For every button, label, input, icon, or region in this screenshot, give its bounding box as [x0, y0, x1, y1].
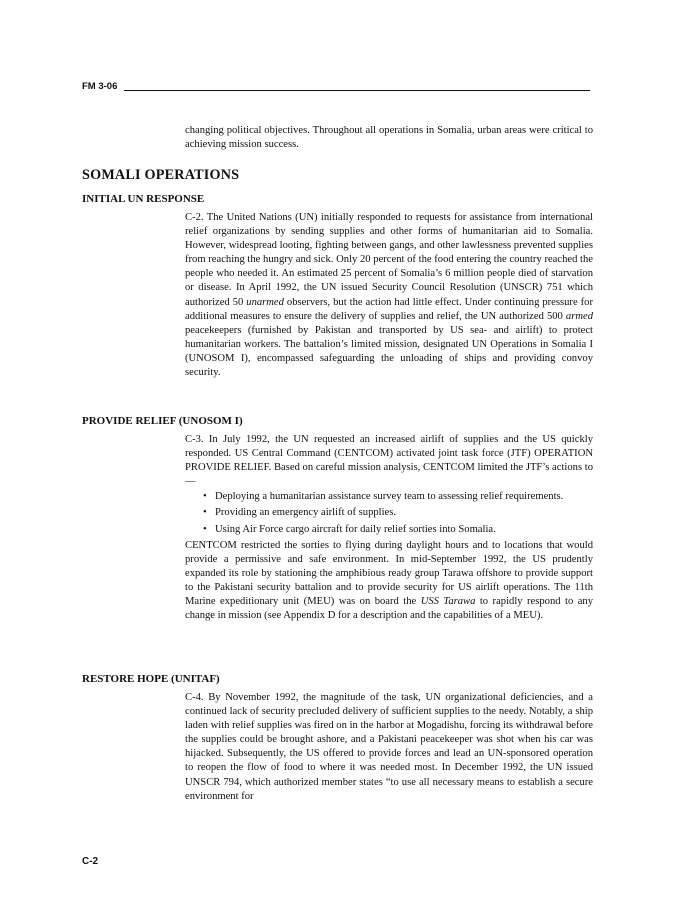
c2-emphasis-unarmed: unarmed: [246, 296, 284, 308]
bullet-item: • Providing an emergency airlift of supplies.: [215, 506, 593, 520]
section-title: SOMALI OPERATIONS: [82, 167, 240, 183]
continuation-text: changing political objectives. Throughout all operations in Somalia, urban areas were critical to achieving mission success.: [185, 125, 593, 151]
continuation-paragraph: [185, 124, 593, 152]
c3-bullet-list: [185, 490, 593, 536]
c2-text-a: C-2. The United Nations (UN) initially responded to requests for assistance from international relief organizations by sending supplies and other forms of humanitarian aid to Somalia. However, widespread looting, fighting between gangs, and other lawlessness prevented supplies from reaching the hungry and sick. Only 20 percent of the food entering the country reached the people who needed it. An estimated 25 percent of Somalia’s 6 million people died of starvation or disease. In April 1992, the UN issued Security Council Resolution (UNSCR) 751 which authorized 50: [185, 212, 593, 308]
c3-text: C-3. In July 1992, the UN requested an increased airlift of supplies and the US quickly responded. US Central Command (CENTCOM) activated joint task force (JTF) OPERATION PROVIDE RELIEF. Based on careful mission analysis, CENTCOM limited the JTF’s actions to—: [185, 434, 593, 488]
c3-text-2b: to rapidly respond to any change in mission (see Appendix D for a description and the capabilities of a MEU).: [185, 596, 594, 622]
c3-emphasis-uss-tarawa: USS Tarawa: [420, 596, 476, 608]
c2-text-c: peacekeepers (furnished by Pakistan and transported by US sea- and airlift) to protect humanitarian workers. The battalion’s limited mission, designated UN Operations in Somalia I (UNOSOM I), encompassed safeguarding the unloading of ships and providing convoy security.: [185, 324, 593, 379]
subsection-title-provide-relief: PROVIDE RELIEF (UNOSOM I): [82, 415, 243, 427]
paragraph-c4: [185, 691, 593, 804]
bullet-item: • Using Air Force cargo aircraft for daily relief sorties into Somalia.: [215, 523, 593, 537]
bullet-item: • Deploying a humanitarian assistance survey team to assessing relief requirements.: [215, 490, 593, 504]
running-header: [82, 81, 590, 95]
subsection-title-initial-un-response: INITIAL UN RESPONSE: [82, 193, 205, 205]
paragraph-c3: [185, 433, 593, 623]
c2-text-b: observers, but the action had little effect. Under continuing pressure for additional measures to ensure the delivery of supplies and relief, the UN authorized 500: [185, 296, 593, 322]
page-number: C-2: [82, 856, 99, 867]
c2-emphasis-armed: armed: [565, 310, 593, 322]
header-rule: [124, 90, 590, 91]
c4-text: C-4. By November 1992, the magnitude of the task, UN organizational deficiencies, and a continued lack of security precluded delivery of sufficient supplies to the needy. Notably, a ship laden with relief supplies was fired on in the harbor at Mogadishu, forcing its withdrawal before the supplies could be brought ashore, and a Pakistani peacekeeper was shot when his car was hijacked. Subsequently, the US offered to provide forces and lead an UN-sponsored operation to reopen the flow of food to where it was needed most. In December 1992, the UN issued UNSCR 794, which authorized member states “to use all necessary means to establish a secure environment for: [185, 692, 593, 802]
header-label: FM 3-06: [82, 81, 118, 92]
c3-text-2a: CENTCOM restricted the sorties to flying during daylight hours and to locations that would provide a permissive and safe environment. In mid-September 1992, the US prudently expanded its role by stationing the amphibious ready group Tarawa offshore to provide support to the Pakistani security battalion and to provide security for US airlift operations. The 11th Marine expeditionary unit (MEU) was on board the: [185, 539, 593, 608]
subsection-title-restore-hope: RESTORE HOPE (UNITAF): [82, 673, 220, 685]
paragraph-c2: [185, 211, 593, 380]
